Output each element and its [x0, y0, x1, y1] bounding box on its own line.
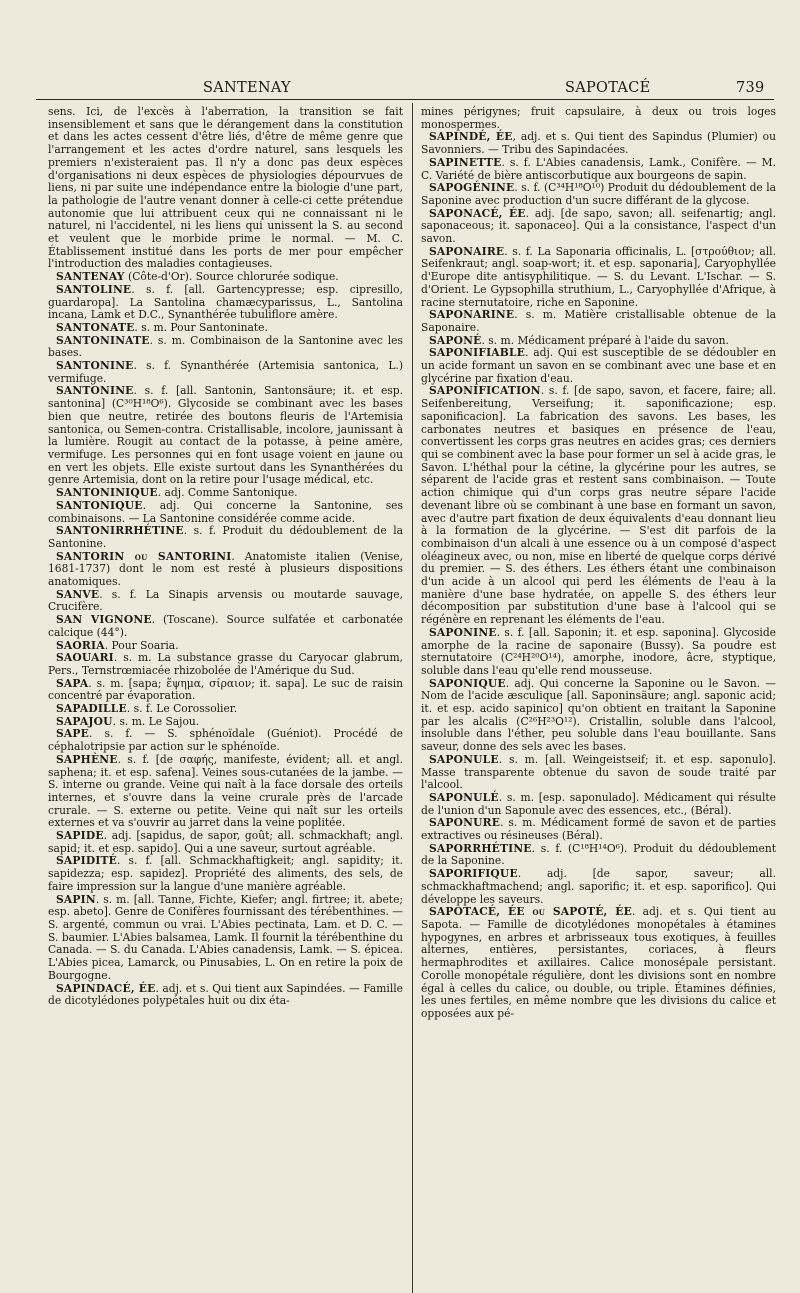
entry-text: sens. Ici, de l'excès à l'aberration, la transition se fait insensiblement et sans que le dérangement dans la constitution et dans les actes cessent d'être liés, d'être de même genre que l'arrangement et les actes d'ordre naturel, sans lesquels les premiers n'existeraient pas. Il n'y a donc pas deux espèces d'organisations ni deux espèces de physiologies dépourvues de liens, ni par suite une indépendance entre la biologie d'une part, la pathologie de l'autre venant donner à celle-ci cette prétendue autonomie que lui attribuent ceux qui ne connaissant ni le naturel, ni l'accidentel, ni les liens qui unissent la S. au second et veulent que le morbide prime le normal. — M. C. Établissement institué dans les ports de mer pour empêcher l'introduction des maladies contagieuses.	[48, 105, 403, 271]
dictionary-entry	[421, 627, 776, 678]
entry-text: . s. f. [all. Schmackhaftigkeit; angl. sapidity; it. sapidezza; esp. sapidez]. Propriété des aliments, des sels, de faire impression sur la langue d'une manière agréable.	[48, 854, 403, 893]
entry-text: . s. f. (C¹⁸H¹⁴O⁶). Produit du dédoublement de la Saponine.	[421, 841, 776, 868]
column-divider	[412, 103, 413, 1293]
dictionary-entry	[421, 906, 776, 1020]
entry-text: . s. f. [de sapo, savon, et facere, faire; all. Seifenbereitung, Verseifung; it. saponificazione; esp. saponificacion]. La fabrication des savons. Les bases, les carbonates neutres et basiques en présence de l'eau, convertissent les corps gras neutres en acides gras; ces derniers qui se combinent avec la base pour former un sel à acide gras, le Savon. L'héthal pour la cétine, la glycérine pour les autres, se séparent de l'acide gras et restent sans combinaison. — Toute action chimique qui d'un corps gras neutre sépare l'acide devenant libre où se combinant à une base en formant un savon, avec d'autre part fixation de deux équivalents d'eau donnant lieu à la formation de la glycérine. — S'est dit parfois de la combinaison d'un alcali à une essence ou à un composé d'aspect oléagineux avec, ou non, mise en liberté de quelque corps dérivé du premier. — S. des éthers. Les éthers étant une combinaison d'un acide à un alcool qui perd les éléments de l'eau à la manière d'une base hydratée, on appelle S. des éthers leur décomposition par substitution d'une base à l'alcool qui se régénère en reprenant les éléments de l'eau.	[421, 384, 776, 627]
entry-headword: SAPONARINE	[429, 308, 515, 322]
entry-text: . s. f. La Saponaria officinalis, L. [στρούθιον; all. Seifenkraut; angl. soap-wort; it. et esp. saponaria], Caryophyllée d'Europe dite antisyphilitique. — S. du Levant. L'Ischar. — S. d'Orient. Le Gypsophilla struthium, L., Caryophyllée d'Afrique, à racine sternutatoire, riche en Saponine.	[421, 244, 776, 309]
header-rule	[36, 99, 774, 100]
entry-headword: SAPONIQUE	[429, 676, 506, 690]
entry-headword: SANTENAY	[56, 270, 125, 284]
entry-text: . adj. Qui concerne la Santonine, ses combinaisons. — La Santonine considérée comme acide.	[48, 498, 403, 525]
entry-text: mines périgynes; fruit capsulaire, à deux ou trois loges monospermes.	[421, 105, 776, 131]
dictionary-entry	[48, 335, 403, 360]
dictionary-entry	[421, 106, 776, 131]
dictionary-entry	[48, 589, 403, 614]
entry-headword: SAORIA	[56, 638, 105, 652]
entry-headword: SAPA	[56, 676, 89, 690]
entry-text: . s. f. [all. Santonin, Santonsäure; it. et esp. santonina] (C³⁰H¹⁸O⁶). Glycoside se combinant avec les bases bien que neutre, retirée des boutons fleuris de l'Artemisia santonica, ou Semen-contra. Cristallisable, incolore, jaunissant à la lumière. Rougit au contact de la potasse, à peine amère, vermifuge. Les personnes qui en font usage voient en jaune ou en vert les objets. Elle existe surtout dans les Synanthérées du genre Artemisia, dont on la retire pour l'usage médical, etc.	[48, 384, 403, 487]
entry-text: . adj. Qui est susceptible de se dédoubler en un acide formant un savon en se combinant avec une base et en glycérine par fixation d'eau.	[421, 346, 776, 385]
entry-headword: SAPIDE	[56, 829, 104, 843]
entry-headword: SAPORIFIQUE	[429, 867, 518, 881]
dictionary-entry	[48, 525, 403, 550]
entry-text: . s. m. [all. Weingeistseif; it. et esp. saponulo]. Masse transparente obtenue du savon de soude traité par l'alcool.	[421, 752, 776, 792]
entry-text: . Anatomiste italien (Venise, 1681-1737) dont le nom est resté à plusieurs dispositions anatomiques.	[48, 549, 403, 589]
entry-headword: SANTOLINE	[56, 282, 132, 296]
dictionary-entry	[421, 843, 776, 868]
entry-headword: SAPE	[56, 727, 89, 741]
dictionary-entry	[421, 754, 776, 792]
entry-headword: SAPAJOU	[56, 714, 113, 728]
entry-headword: SANTONINE	[56, 359, 134, 373]
entry-text: . s. f. Produit du dédoublement de la Santonine.	[48, 524, 403, 550]
entry-headword: SAPONULÉ	[429, 790, 499, 804]
entry-headword: SANTONIQUE	[56, 498, 143, 512]
entry-text: . s. f. Le Corossolier.	[126, 702, 238, 716]
entry-text: . adj. Qui concerne la Saponine ou le Savon. — Nom de l'acide æsculique [all. Saponinsäure; angl. saponic acid; it. et esp. acido sapinico] qu'on obtient en traitant la Saponine par les alcalis (C²⁶H²³O¹²). Cristallin, soluble dans l'alcool, insoluble dans l'éther, peu soluble dans l'eau bouillante. Sans saveur, donne des sels avec les bases.	[421, 676, 776, 754]
entry-headword: SAPIDITÉ	[56, 854, 118, 868]
entry-text: . s. m. Combinaison de la Santonine avec les bases.	[48, 333, 403, 360]
entry-text: , adj. et s. Qui tient des Sapindus (Plumier) ou Savonniers. — Tribu des Sapindacées.	[421, 130, 776, 157]
dictionary-entry	[48, 284, 403, 322]
dictionary-entry	[48, 551, 403, 589]
entry-headword: SANTONINIQUE	[56, 486, 158, 500]
entry-text: . s. m. Médicament formé de savon et de parties extractives ou résineuses (Béral).	[421, 816, 776, 843]
running-head-left: SANTENAY	[203, 80, 291, 96]
entry-text: . s. m. Médicament préparé à l'aide du savon.	[481, 333, 729, 347]
entry-text: . s. m. [sapa; ἕψημα, σίραιον; it. sapa]. Le suc de raisin concentré par évaporation.	[48, 676, 403, 703]
dictionary-entry	[421, 309, 776, 334]
entry-text: . adj. [sapidus, de sapor, goût; all. schmackhaft; angl. sapid; it. et esp. sapido]. Qui a une saveur, surtout agréable.	[48, 829, 403, 855]
entry-headword: SANTONATE	[56, 320, 135, 334]
dictionary-entry	[48, 106, 403, 271]
entry-headword: SAPONIFICATION	[429, 384, 541, 398]
right-column	[421, 106, 776, 1021]
dictionary-entry	[421, 157, 776, 182]
entry-text: . s. m. Pour Santoninate.	[134, 320, 268, 334]
entry-headword: SAPONURE	[429, 816, 501, 830]
dictionary-entry	[421, 182, 776, 207]
entry-text: . s. f. Synanthérée (Artemisia santonica, L.) vermifuge.	[48, 359, 403, 385]
left-column	[48, 106, 403, 1008]
entry-headword: SAPONACÉ, ÉE	[429, 206, 526, 220]
entry-headword: SAPONINE	[429, 625, 497, 639]
dictionary-entry	[48, 500, 403, 525]
entry-text: . s. f. — S. sphénoïdale (Guéniot). Procédé de céphalotripsie par action sur le sphénoïde.	[48, 727, 403, 754]
entry-headword: SAPOGÉNINE	[429, 181, 515, 195]
entry-text: . adj. et s. Qui tient au Sapota. — Famille de dicotylédones monopétales à étamines hypogynes, en arbres et arbrisseaux tous exotiques, à feuilles alternes, entières, persistantes, coriaces, à fleurs hermaphrodites et axillaires. Calice monosépale persistant. Corolle monopétale régulière, dont les divisions sont en nombre égal à celles du calice, ou double, ou triple. Étamines définies, les unes fertiles, en même nombre que les divisions du calice et opposées aux pé-	[421, 905, 776, 1020]
dictionary-entry	[421, 792, 776, 817]
dictionary-entry	[48, 728, 403, 753]
entry-text: . s. f. L'Abies canadensis, Lamk., Conifère. — M. C. Variété de bière antiscorbutique aux bourgeons de sapin.	[421, 155, 776, 182]
entry-text: . s. m. Matière cristallisable obtenue de la Saponaire.	[421, 308, 776, 334]
entry-text: . s. f. (C³⁴H¹⁸O¹⁰) Produit du dédoublement de la Saponine avec production d'un sucre différant de la glycose.	[421, 181, 776, 207]
entry-text: . Pour Soaria.	[104, 638, 179, 652]
entry-text: . s. m. [all. Tanne, Fichte, Kiefer; angl. firtree; it. abete; esp. abeto]. Genre de Conifères fournissant des térébenthines. — S. argenté, commun ou vrai. L'Abies pectinata, Lam. et D. C. — S. baumier. L'Abies balsamea, Lamk. Il fournit la térébenthine du Canada. — S. du Canada. L'Abies canadensis, Lamk. — S. épicea. L'Abies picea, Lamarck, ou Pinusabies, L. On en retire la poix de Bourgogne.	[48, 892, 403, 982]
page-number: 739	[736, 80, 765, 96]
dictionary-entry	[421, 385, 776, 626]
entry-text: . (Toscane). Source sulfatée et carbonatée calcique (44°).	[48, 613, 403, 639]
entry-headword: SAPONIFIABLE	[429, 346, 526, 360]
dictionary-entry	[48, 894, 403, 983]
dictionary-entry	[48, 983, 403, 1008]
entry-headword: SAPOTACÉ, ÉE ou SAPOTÉ, ÉE	[429, 905, 632, 919]
entry-headword: SAPONÉ	[429, 333, 482, 347]
entry-text: . adj. [de sapo, savon; all. seifenartig; angl. saponaceous; it. saponaceo]. Qui a la consistance, l'aspect d'un savon.	[421, 206, 776, 246]
entry-text: . adj. et s. Qui tient aux Sapindées. — Famille de dicotylédones polypétales huit ou dix éta-	[48, 981, 403, 1008]
entry-headword: SANTORIN ou SANTORINI	[56, 549, 232, 563]
dictionary-entry	[421, 347, 776, 385]
dictionary-entry	[421, 678, 776, 754]
entry-text: . s. m. Le Sajou.	[112, 714, 200, 728]
entry-text: . s. m. La substance grasse du Caryocar glabrum, Pers., Ternstrœmiacée rhizobolée de l'Amérique du Sud.	[48, 651, 403, 677]
entry-headword: SANTONINATE	[56, 333, 150, 347]
entry-text: . s. f. [all. Gartencypresse; esp. cipresillo, guardaropa]. La Santolina chamæcyparissus, L., Santolina incana, Lamk et D.C., Synanthérée tubuliflore amère.	[48, 282, 403, 322]
entry-headword: SAPHÈNE	[56, 752, 118, 766]
entry-headword: SAPADILLE	[56, 702, 127, 716]
dictionary-entry	[421, 868, 776, 906]
dictionary-entry	[48, 830, 403, 855]
dictionary-entry	[421, 817, 776, 842]
entry-text: (Côte-d'Or). Source chlorurée sodique.	[124, 270, 339, 284]
entry-headword: SAN VIGNONE	[56, 613, 152, 627]
entry-text: . s. m. [esp. saponulado]. Médicament qui résulte de l'union d'un Saponule avec des essences, etc., (Béral).	[421, 790, 776, 817]
dictionary-entry	[48, 754, 403, 830]
dictionary-entry	[48, 360, 403, 385]
dictionary-entry	[48, 614, 403, 639]
entry-headword: SANTONIRRHÉTINE	[56, 524, 184, 538]
dictionary-entry	[48, 652, 403, 677]
entry-headword: SANTONINE	[56, 384, 134, 398]
entry-text: . adj. [de sapor, saveur; all. schmackhaftmachend; angl. saporific; it. et esp. saporifico]. Qui développe les saveurs.	[421, 867, 776, 906]
dictionary-entry	[48, 855, 403, 893]
entry-headword: SAPONAIRE	[429, 244, 505, 258]
dictionary-entry	[421, 246, 776, 310]
entry-headword: SAPONULE	[429, 752, 499, 766]
entry-headword: SAPINETTE	[429, 155, 502, 169]
entry-headword: SANVE	[56, 587, 100, 601]
dictionary-entry	[48, 385, 403, 487]
entry-text: . adj. Comme Santonique.	[157, 486, 298, 500]
dictionary-entry	[421, 131, 776, 156]
entry-headword: SAPORRHÉTINE	[429, 841, 532, 855]
entry-text: . s. f. La Sinapis arvensis ou moutarde sauvage, Crucifère.	[48, 587, 403, 614]
entry-headword: SAOUARI	[56, 651, 114, 665]
entry-text: . s. f. [all. Saponin; it. et esp. saponina]. Glycoside amorphe de la racine de saponaire (Bussy). Sa poudre est sternutatoire (C²⁴H²⁰O¹⁴), amorphe, inodore, âcre, styptique, soluble dans l'eau qu'elle rend mousseuse.	[421, 625, 776, 677]
dictionary-entry	[421, 208, 776, 246]
dictionary-entry	[48, 678, 403, 703]
entry-text: . s. f. [de σαφής, manifeste, évident; all. et angl. saphena; it. et esp. safena]. Veines sous-cutanées de la jambe. — S. interne ou grande. Veine qui naît à la face dorsale des orteils internes, et s'ouvre dans la veine crurale près de l'arcade crurale. — S. externe ou petite. Veine qui naît sur les orteils externes et va s'ouvrir au jarret dans la veine poplitée.	[48, 752, 403, 830]
entry-headword: SAPIN	[56, 892, 96, 906]
entry-headword: SAPINDACÉ, ÉE	[56, 981, 156, 995]
entry-headword: SAPINDÉ, ÉE	[429, 130, 513, 144]
running-head-right: SAPOTACÉ	[565, 80, 651, 96]
